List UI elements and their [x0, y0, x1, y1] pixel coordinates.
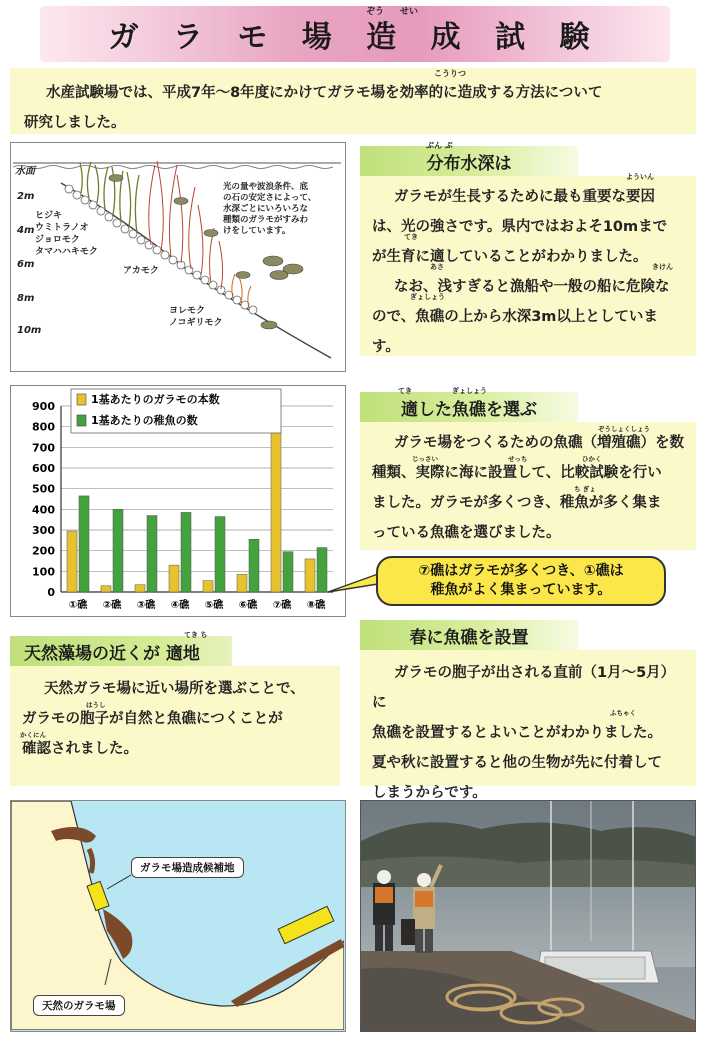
bar-seaweed — [169, 565, 179, 592]
callout-bubble — [376, 556, 666, 606]
bar-juvenile-fish — [215, 517, 225, 592]
ruby-zoushoku: ぞうしょくしょう — [598, 425, 650, 433]
reef-body — [360, 422, 696, 550]
ruby-secchi: せっち — [508, 455, 528, 463]
bar-seaweed — [135, 585, 145, 592]
bar-juvenile-fish — [317, 548, 327, 592]
intro-line-1: 水産試験場では、平成7年～8年度にかけてガラモ場を効率的に造成する方法について — [46, 85, 603, 101]
natural-body — [10, 666, 340, 786]
bar-seaweed — [67, 531, 77, 592]
spring-line1: ガラモの胞子が出される直前（1月～5月）に — [372, 665, 676, 711]
reef-line2: 種類、実際に海に設置して、比較試験を行い — [372, 465, 662, 481]
spring-line4: しまうからです。 — [372, 785, 487, 801]
chart-x-labels — [69, 598, 326, 611]
legend-swatch-juvenile — [77, 415, 86, 426]
zone-note-5: けをしています。 — [223, 226, 291, 236]
depth-p1-line2: は、光の強さです。県内ではおよそ10mまで — [372, 219, 668, 235]
zone-note-4: 種類のガラモがすみわ — [223, 215, 309, 225]
spring-line2: 魚礁を設置するとよいことがわかりました。 — [372, 725, 662, 741]
depth-heading — [360, 146, 578, 176]
ruby-asa: あさ — [430, 263, 444, 271]
seaweed-zone-diagram — [10, 142, 346, 372]
y-tick-label: 500 — [32, 482, 55, 496]
label-candidate-site: ガラモ場造成候補地 — [131, 857, 244, 878]
reef-heading — [360, 392, 578, 422]
y-tick-label: 800 — [32, 420, 55, 434]
zone-note-3: 水深ごとにいろいろな — [223, 204, 309, 214]
spring-line3: 夏や秋に設置すると他の生物が先に付着して — [372, 755, 662, 771]
y-tick-label: 700 — [32, 441, 55, 455]
y-tick-label: 300 — [32, 524, 55, 537]
species-yoremoku: ヨレモク — [169, 306, 206, 316]
depth-label-surface: 水面 — [15, 166, 35, 177]
callout-line2: 稚魚がよく集まっています。 — [430, 582, 612, 598]
bar-seaweed — [101, 586, 111, 592]
page-title: ガ ラ モ 場 造 成 試 験 — [108, 20, 602, 55]
title-banner — [40, 6, 670, 62]
ruby-hikaku: ひかく — [582, 455, 602, 463]
intro-ruby: こうりつ — [434, 69, 466, 78]
zone-note-1: 光の量や波浪条件、底 — [223, 182, 309, 192]
zone-note-2: の石の安定さによって、 — [223, 193, 317, 203]
legend-label-seaweed: 1基あたりのガラモの本数 — [91, 393, 220, 406]
depth-p2-line1: なお、浅すぎると漁船や一般の船に危険な — [394, 279, 670, 295]
y-tick-label: 0 — [47, 586, 55, 599]
reef-line3: ました。ガラモが多くつき、稚魚が多く集ま — [372, 495, 662, 511]
chart-bars — [67, 428, 327, 592]
y-tick-label: 400 — [32, 503, 55, 517]
depth-label-2m: 2m — [17, 191, 35, 202]
y-tick-label: 100 — [32, 565, 55, 579]
reef-deployment-photo — [360, 800, 696, 1032]
species-hijiki: ヒジキ — [35, 211, 63, 221]
legend-label-juvenile: 1基あたりの稚魚の数 — [91, 414, 198, 427]
bar-juvenile-fish — [113, 509, 123, 592]
bar-seaweed — [271, 428, 281, 592]
species-umitoranoo: ウミトラノオ — [35, 223, 89, 233]
site-map — [10, 800, 346, 1032]
depth-p2-line2: ので、魚礁の上から水深3m以上としていま — [372, 309, 658, 325]
bar-seaweed — [237, 574, 247, 592]
x-tick-label: ⑦礁 — [272, 600, 292, 611]
natural-heading — [10, 636, 232, 666]
depth-p1-line3: が生育に適していることがわかりました。 — [372, 249, 648, 265]
depth-p1-line1: ガラモが生長するために最も重要な要因 — [394, 189, 655, 205]
bar-juvenile-fish — [249, 539, 259, 592]
x-tick-label: ⑥礁 — [238, 600, 258, 611]
bar-seaweed — [305, 559, 315, 592]
seaweed-shallow — [80, 162, 139, 233]
natural-line2: ガラモの胞子が自然と魚礁につくことが — [22, 711, 283, 727]
ruby-teki: てき — [404, 233, 418, 241]
label-natural-bed: 天然のガラモ場 — [33, 995, 125, 1016]
natural-line1: 天然ガラモ場に近い場所を選ぶことで、 — [44, 681, 305, 697]
bar-seaweed — [203, 581, 213, 592]
depth-label-4m: 4m — [17, 225, 35, 236]
ruby-jissai: じっさい — [412, 455, 438, 463]
depth-label-8m: 8m — [17, 293, 35, 304]
title-ruby-sei: せい — [400, 7, 419, 17]
spring-body — [360, 650, 696, 801]
x-tick-label: ④礁 — [170, 600, 190, 611]
ruby-youin: よういん — [626, 173, 654, 181]
y-tick-label: 900 — [32, 400, 55, 413]
chart-y-ticks — [32, 400, 55, 599]
species-tamahahakimoku: タマハハキモク — [35, 247, 98, 257]
depth-label-6m: 6m — [17, 259, 35, 270]
natural-ruby-tekichi: てき ち — [184, 631, 208, 639]
species-akamoku: アカモク — [123, 266, 159, 276]
depth-heading-ruby: ぶん ぷ — [426, 141, 453, 150]
legend-swatch-seaweed — [77, 394, 86, 405]
ruby-kakunin: かくにん — [20, 731, 46, 739]
zone-diagram-svg — [11, 143, 344, 370]
x-tick-label: ①礁 — [68, 600, 88, 611]
bar-juvenile-fish — [283, 552, 293, 592]
depth-p2-line3: す。 — [372, 339, 400, 355]
depth-label-10m: 10m — [17, 325, 42, 336]
natural-heading-text: 天然藻場の近くが 適地 — [24, 643, 200, 664]
x-tick-label: ⑧礁 — [306, 600, 326, 611]
photo-svg — [361, 801, 696, 1032]
reef-heading-text: 適した魚礁を選ぶ — [401, 399, 537, 420]
candidate-site-2 — [278, 906, 334, 943]
x-tick-label: ⑤礁 — [204, 600, 224, 611]
intro-line-2: 研究しました。 — [24, 115, 126, 131]
bar-juvenile-fish — [147, 516, 157, 592]
title-ruby-zou: ぞう — [366, 7, 385, 17]
spring-heading — [360, 620, 578, 650]
bar-juvenile-fish — [79, 496, 89, 592]
chart-legend — [71, 389, 281, 433]
ruby-fuchaku: ふちゃく — [610, 709, 636, 717]
spring-heading-text: 春に魚礁を設置 — [409, 627, 529, 648]
reef-comparison-chart — [10, 385, 346, 617]
depth-heading-text: 分布水深は — [426, 153, 512, 174]
callout-line1: ⑦礁はガラモが多くつき、①礁は — [418, 563, 624, 579]
x-tick-label: ③礁 — [136, 600, 156, 611]
species-nokogirimoku: ノコギリモク — [169, 318, 223, 328]
ruby-gyoshou: ぎょしょう — [410, 293, 445, 301]
reef-ruby-gyoshou: ぎょしょう — [452, 387, 487, 395]
chart-svg — [11, 386, 344, 615]
natural-line3: 確認されました。 — [22, 741, 138, 757]
intro-box — [10, 68, 696, 134]
depth-body — [360, 176, 696, 356]
reef-ruby-teki: てき — [398, 387, 412, 395]
ruby-kiken: きけん — [652, 263, 673, 271]
x-tick-label: ②礁 — [102, 600, 122, 611]
ruby-houshi: はうし — [86, 701, 106, 709]
bar-juvenile-fish — [181, 512, 191, 592]
reef-line4: っている魚礁を選びました。 — [372, 525, 561, 541]
ruby-chigyo: ち ぎょ — [574, 485, 596, 493]
reef-line1: ガラモ場をつくるための魚礁（増殖礁）を数 — [394, 435, 684, 451]
species-joromoku: ジョロモク — [35, 235, 80, 245]
y-tick-label: 200 — [32, 544, 55, 558]
y-tick-label: 600 — [32, 462, 55, 475]
